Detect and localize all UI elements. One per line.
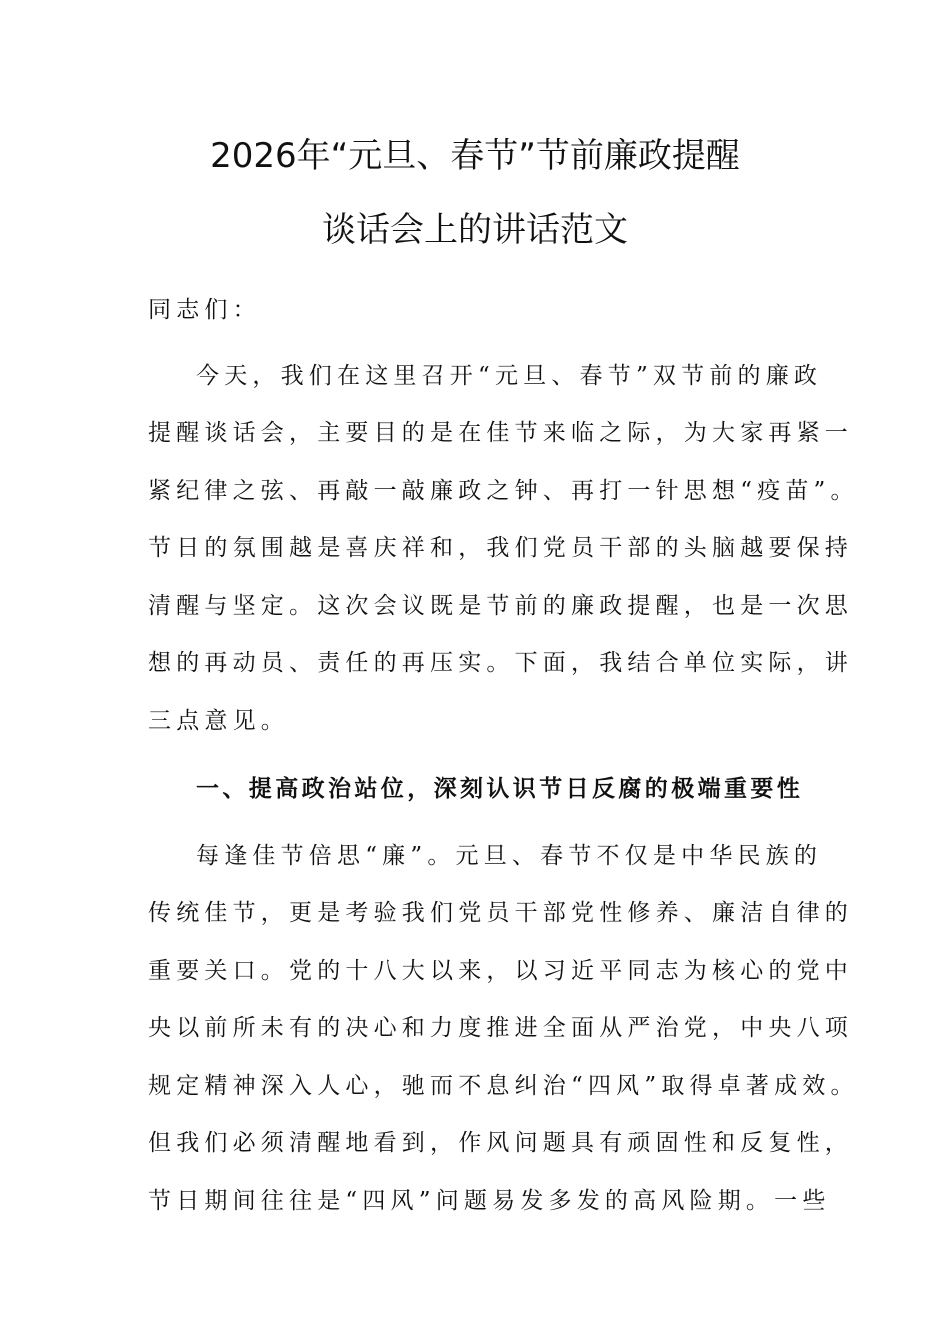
paragraph-line: 央以前所未有的决心和力度推进全面从严治党，中央八项 [148, 1015, 853, 1041]
paragraph-line: 三点意见。 [148, 708, 289, 734]
paragraph-line: 重要关口。党的十八大以来，以习近平同志为核心的党中 [148, 958, 853, 984]
paragraph-line: 紧纪律之弦、再敲一敲廉政之钟、再打一针思想“疫苗”。 [148, 478, 859, 504]
paragraph-line: 传统佳节，更是考验我们党员干部党性修养、廉洁自律的 [148, 900, 853, 926]
document-title-line-1: 2026年“元旦、春节”节前廉政提醒 [210, 136, 740, 176]
paragraph-line: 提醒谈话会，主要目的是在佳节来临之际，为大家再紧一 [148, 420, 853, 446]
section-heading-1: 一、提高政治站位，深刻认识节日反腐的极端重要性 [196, 776, 804, 802]
paragraph-line: 但我们必须清醒地看到，作风问题具有顽固性和反复性， [148, 1130, 853, 1156]
paragraph-line: 清醒与坚定。这次会议既是节前的廉政提醒，也是一次思 [148, 593, 853, 619]
paragraph-line: 每逢佳节倍思“廉”。元旦、春节不仅是中华民族的 [196, 843, 823, 869]
document-title-line-2: 谈话会上的讲话范文 [322, 210, 628, 250]
paragraph-line: 今天，我们在这里召开“元旦、春节”双节前的廉政 [196, 363, 823, 389]
paragraph-line: 想的再动员、责任的再压实。下面，我结合单位实际，讲 [148, 650, 853, 676]
salutation: 同志们： [148, 297, 261, 323]
paragraph-line: 规定精神深入人心，驰而不息纠治“四风”取得卓著成效。 [148, 1073, 859, 1099]
paragraph-line: 节日期间往往是“四风”问题易发多发的高风险期。一些 [148, 1188, 831, 1214]
paragraph-line: 节日的氛围越是喜庆祥和，我们党员干部的头脑越要保持 [148, 535, 853, 561]
